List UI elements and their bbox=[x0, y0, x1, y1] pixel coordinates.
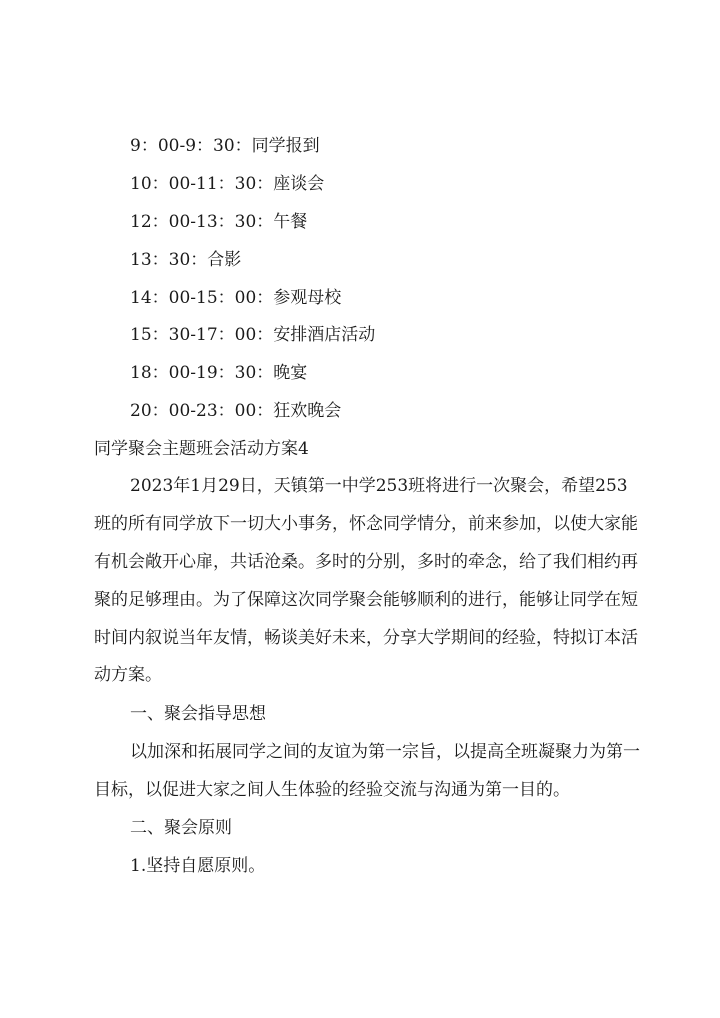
schedule-item: 12：00-13：30：午餐 bbox=[130, 212, 308, 232]
intro-line: 动方案。 bbox=[94, 665, 162, 685]
guiding-line: 以加深和拓展同学之间的友谊为第一宗旨，以提高全班凝聚力为第一 bbox=[130, 742, 640, 762]
schedule-item: 9：00-9：30：同学报到 bbox=[130, 136, 320, 156]
schedule-item: 14：00-15：00：参观母校 bbox=[130, 288, 342, 308]
intro-line: 聚的足够理由。为了保障这次同学聚会能够顺利的进行，能够让同学在短 bbox=[94, 590, 638, 610]
intro-line: 2023年1月29日，天镇第一中学253班将进行一次聚会，希望253 bbox=[130, 476, 628, 496]
section-title: 同学聚会主题班会活动方案4 bbox=[94, 439, 309, 459]
intro-line: 时间内叙说当年友情，畅谈美好未来，分享大学期间的经验，特拟订本活 bbox=[94, 628, 638, 648]
principle-item: 1.坚持自愿原则。 bbox=[130, 856, 266, 876]
heading-principles: 二、聚会原则 bbox=[130, 818, 232, 838]
heading-guiding-idea: 一、聚会指导思想 bbox=[130, 704, 266, 724]
schedule-item: 10：00-11：30：座谈会 bbox=[130, 174, 325, 194]
schedule-item: 13：30：合影 bbox=[130, 250, 242, 270]
schedule-item: 18：00-19：30：晚宴 bbox=[130, 363, 308, 383]
guiding-line: 目标，以促进大家之间人生体验的经验交流与沟通为第一目的。 bbox=[94, 780, 570, 800]
schedule-item: 20：00-23：00：狂欢晚会 bbox=[130, 401, 342, 421]
schedule-item: 15：30-17：00：安排酒店活动 bbox=[130, 325, 376, 345]
intro-line: 有机会敞开心扉，共话沧桑。多时的分别，多时的牵念，给了我们相约再 bbox=[94, 552, 638, 572]
intro-line: 班的所有同学放下一切大小事务，怀念同学情分，前来参加，以使大家能 bbox=[94, 514, 638, 534]
